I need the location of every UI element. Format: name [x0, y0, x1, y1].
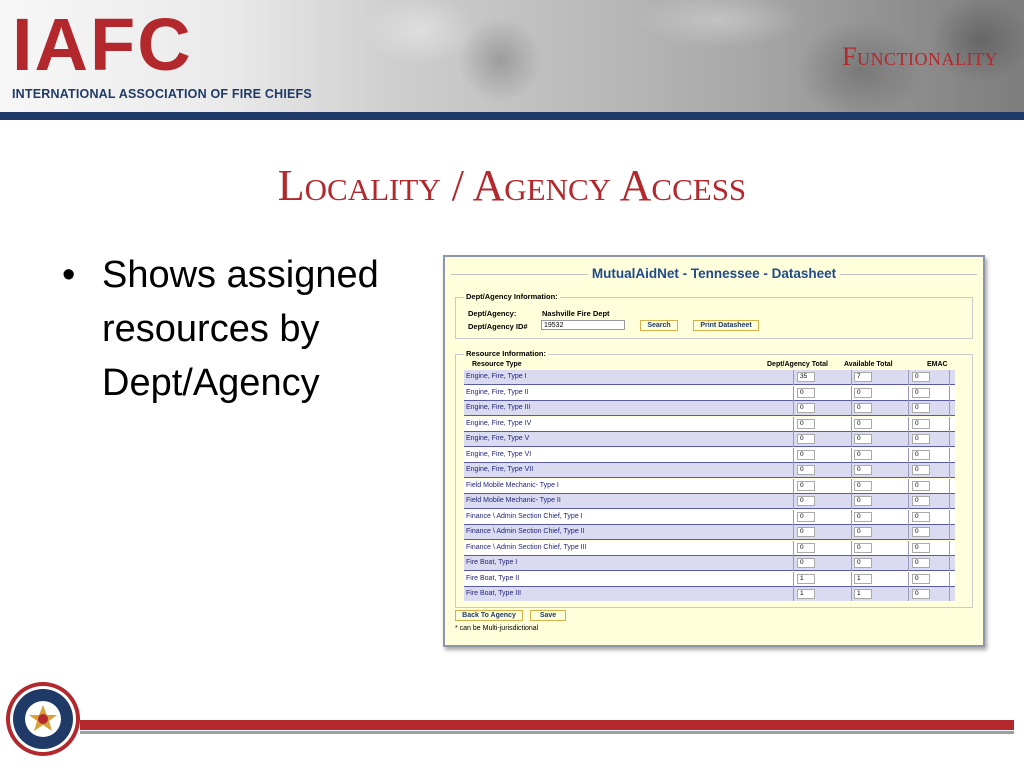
table-row — [464, 386, 955, 401]
agency-total-input[interactable]: 0 — [797, 388, 815, 398]
agency-total-input[interactable]: 0 — [797, 527, 815, 537]
table-row — [464, 370, 955, 385]
table-row — [464, 510, 955, 525]
agency-total-input[interactable]: 0 — [797, 403, 815, 413]
bullet-text: Shows assigned resources by Dept/Agency — [102, 254, 379, 404]
print-datasheet-button[interactable]: Print Datasheet — [693, 320, 759, 331]
bullet-dot-icon: • — [62, 254, 76, 296]
resource-name: Engine, Fire, Type IV — [466, 419, 532, 427]
emac-input[interactable]: 0 — [912, 527, 930, 537]
available-total-input[interactable]: 0 — [854, 481, 872, 491]
agency-total-input[interactable]: 0 — [797, 496, 815, 506]
emac-input[interactable]: 0 — [912, 372, 930, 382]
fire-chiefs-seal-icon — [5, 681, 81, 757]
table-row — [464, 572, 955, 587]
available-total-input[interactable]: 0 — [854, 527, 872, 537]
agency-total-input[interactable]: 35 — [797, 372, 815, 382]
resource-name: Engine, Fire, Type I — [466, 373, 527, 380]
resource-name: Engine, Fire, Type II — [466, 388, 529, 396]
agency-total-input[interactable]: 1 — [797, 574, 815, 584]
col-emac: EMAC — [927, 361, 948, 368]
available-total-input[interactable]: 0 — [854, 388, 872, 398]
table-row — [464, 525, 955, 540]
resource-name: Fire Boat, Type III — [466, 590, 522, 597]
col-resource-type: Resource Type — [472, 361, 522, 368]
agency-total-input[interactable]: 1 — [797, 589, 815, 599]
agency-info-group — [455, 292, 973, 339]
agency-total-input[interactable]: 0 — [797, 543, 815, 553]
resource-name: Finance \ Admin Section Chief, Type III — [466, 543, 587, 551]
emac-input[interactable]: 0 — [912, 574, 930, 584]
resource-table[interactable] — [464, 370, 955, 601]
table-row — [464, 463, 955, 478]
back-to-agency-button[interactable]: Back To Agency — [455, 610, 523, 621]
resource-name: Finance \ Admin Section Chief, Type II — [466, 528, 585, 535]
resource-name: Engine, Fire, Type VI — [466, 450, 532, 458]
agency-total-input[interactable]: 0 — [797, 512, 815, 522]
col-available-total: Available Total — [844, 361, 893, 368]
table-row — [464, 494, 955, 509]
emac-input[interactable]: 0 — [912, 434, 930, 444]
agency-total-input[interactable]: 0 — [797, 558, 815, 568]
footnote: * can be Multi-jurisdictional — [455, 625, 539, 632]
datasheet-title-row — [451, 265, 977, 283]
agency-total-input[interactable]: 0 — [797, 434, 815, 444]
table-row — [464, 432, 955, 447]
agency-value: Nashville Fire Dept — [542, 309, 610, 318]
resource-name: Engine, Fire, Type III — [466, 404, 531, 411]
header-rule — [0, 112, 1024, 120]
slide-title: Locality / Agency Access — [277, 161, 747, 210]
resource-info-legend: Resource Information: — [466, 349, 547, 358]
available-total-input[interactable]: 1 — [854, 589, 872, 599]
agency-id-input[interactable]: 19532 — [541, 320, 625, 330]
emac-input[interactable]: 0 — [912, 450, 930, 460]
org-name: INTERNATIONAL ASSOCIATION OF FIRE CHIEFS — [12, 87, 312, 101]
emac-input[interactable]: 0 — [912, 465, 930, 475]
iafc-logo: IAFC — [12, 3, 193, 86]
resource-name: Field Mobile Mechanic- Type II — [466, 497, 561, 504]
emac-input[interactable]: 0 — [912, 388, 930, 398]
save-button[interactable]: Save — [530, 610, 566, 621]
available-total-input[interactable]: 7 — [854, 372, 872, 382]
available-total-input[interactable]: 0 — [854, 434, 872, 444]
agency-id-label: Dept/Agency ID# — [468, 322, 528, 331]
available-total-input[interactable]: 0 — [854, 496, 872, 506]
resource-name: Fire Boat, Type II — [466, 574, 520, 582]
emac-input[interactable]: 0 — [912, 589, 930, 599]
datasheet-panel — [443, 255, 985, 647]
emac-input[interactable]: 0 — [912, 558, 930, 568]
agency-total-input[interactable]: 0 — [797, 419, 815, 429]
available-total-input[interactable]: 0 — [854, 450, 872, 460]
agency-total-input[interactable]: 0 — [797, 481, 815, 491]
emac-input[interactable]: 0 — [912, 543, 930, 553]
agency-info-legend: Dept/Agency Information: — [466, 292, 558, 301]
table-row — [464, 587, 955, 601]
resource-name: Fire Boat, Type I — [466, 559, 518, 566]
header-banner — [0, 0, 1024, 112]
section-title: Functionality — [842, 42, 998, 71]
resource-name: Engine, Fire, Type VII — [466, 466, 534, 473]
emac-input[interactable]: 0 — [912, 496, 930, 506]
table-row — [464, 448, 955, 463]
table-row — [464, 417, 955, 432]
emac-input[interactable]: 0 — [912, 403, 930, 413]
emac-input[interactable]: 0 — [912, 419, 930, 429]
agency-total-input[interactable]: 0 — [797, 465, 815, 475]
resource-name: Field Mobile Mechanic- Type I — [466, 481, 559, 489]
datasheet-title: MutualAidNet - Tennessee - Datasheet — [588, 266, 840, 281]
resource-name: Engine, Fire, Type V — [466, 435, 530, 442]
table-row — [464, 479, 955, 494]
footer-red-bar — [80, 720, 1014, 730]
table-row — [464, 541, 955, 556]
available-total-input[interactable]: 0 — [854, 419, 872, 429]
col-agency-total: Dept/Agency Total — [767, 361, 828, 368]
table-row — [464, 556, 955, 571]
table-row — [464, 401, 955, 416]
footer-grey-bar — [80, 731, 1014, 734]
search-button[interactable]: Search — [640, 320, 678, 331]
available-total-input[interactable]: 0 — [854, 465, 872, 475]
available-total-input[interactable]: 0 — [854, 512, 872, 522]
emac-input[interactable]: 0 — [912, 481, 930, 491]
agency-total-input[interactable]: 0 — [797, 450, 815, 460]
available-total-input[interactable]: 0 — [854, 403, 872, 413]
agency-label: Dept/Agency: — [468, 309, 517, 318]
bullet-item — [62, 248, 382, 410]
available-total-input[interactable]: 1 — [854, 574, 872, 584]
available-total-input[interactable]: 0 — [854, 543, 872, 553]
available-total-input[interactable]: 0 — [854, 558, 872, 568]
resource-name: Finance \ Admin Section Chief, Type I — [466, 512, 583, 520]
emac-input[interactable]: 0 — [912, 512, 930, 522]
